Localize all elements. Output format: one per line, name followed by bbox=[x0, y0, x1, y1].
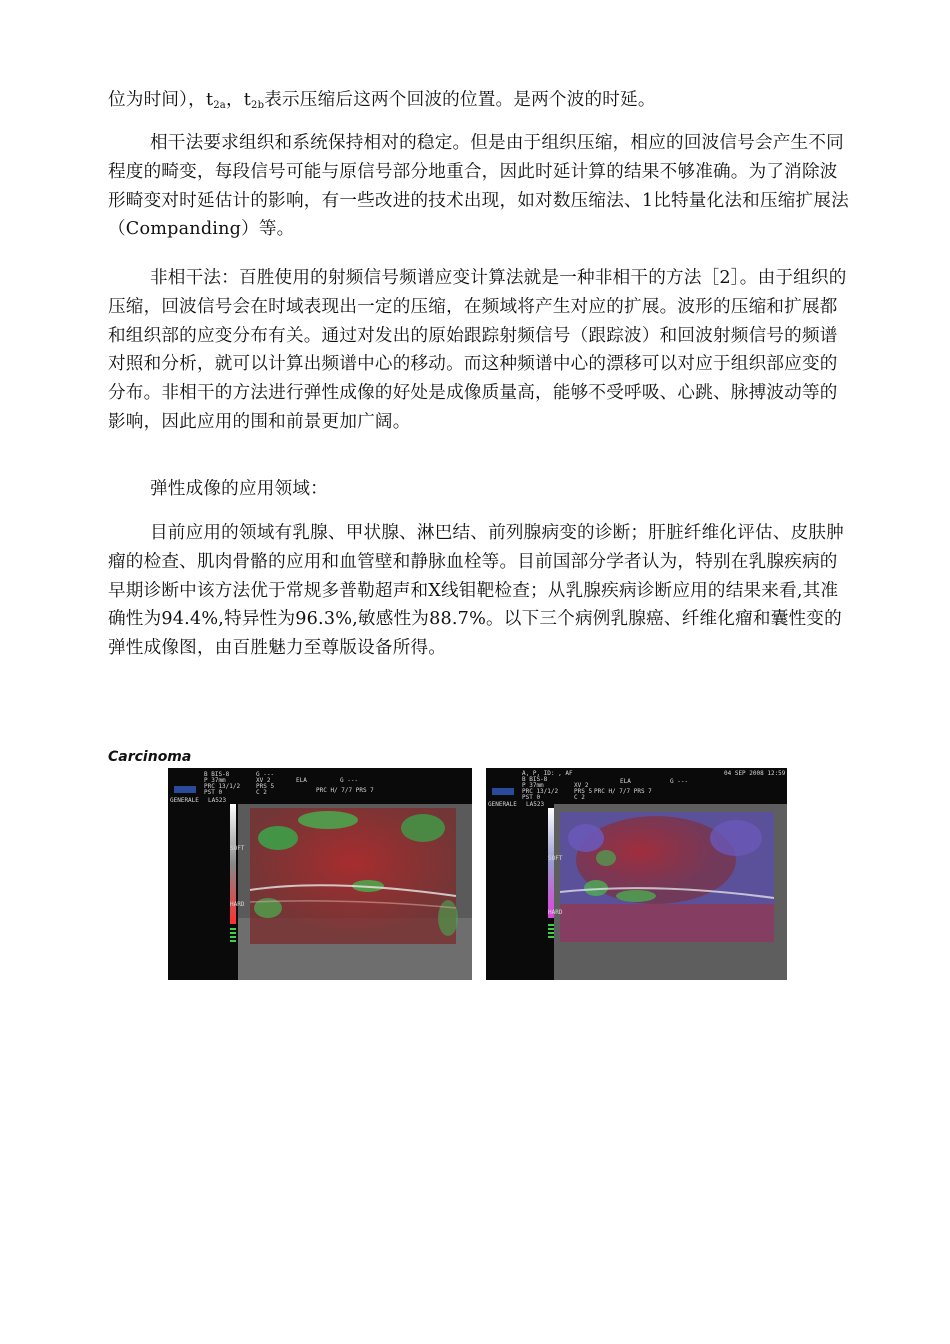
paragraph-1 bbox=[108, 86, 853, 121]
img1-overlay-col2-4: C 2 bbox=[256, 789, 267, 796]
p1-subscript-b: 2b bbox=[251, 100, 265, 111]
img2-mode: ELA bbox=[620, 778, 631, 785]
paragraph-5: 目前应用的领域有乳腺、甲状腺、淋巴结、前列腺病变的诊断；肝脏纤维化评估、皮肤肿瘤的检查、肌肉骨骼的应用和血管壁和静脉血栓等。目前国部分学者认为，特别在乳腺疾病的早期诊断中该方法优于常规多普勒超声和X线钼靶检查；从乳腺疾病诊断应用的结果来看,其准确性为94.4%,特异性为96.3%,敏感性为88.7%。以下三个病例乳腺癌、纤维化瘤和囊性变的弹性成像图，由百胜魅力至尊版设备所得。 bbox=[108, 523, 844, 659]
img2-gain: G --- bbox=[670, 778, 689, 785]
img1-overlay-col2-2: XV 2 bbox=[256, 777, 271, 784]
p1-text-c: 表示压缩后这两个回波的位置。是两个波的时延。 bbox=[264, 90, 656, 110]
p1-text-a: 位为时间），t bbox=[108, 90, 214, 110]
img1-overlay-line-3: PRC 13/1/2 bbox=[204, 783, 241, 790]
img1-overlay-line-2: P 37mm bbox=[204, 777, 226, 784]
img2-preset: GENERALE bbox=[488, 801, 517, 808]
img2-probe: LA523 bbox=[526, 801, 545, 808]
img2-overlay-col2-2: PRS 5 bbox=[574, 788, 593, 795]
paragraph-3: 非相干法：百胜使用的射频信号频谱应变计算法就是一种非相干的方法［2］。由于组织的压缩，回波信号会在时域表现出一定的压缩，在频域将产生对应的扩展。波形的压缩和扩展都和组织部的应变分布有关。通过对发出的原始跟踪射频信号（跟踪波）和回波射频信号的频谱对照和分析，就可以计算出频谱中心的移动。而这种频谱中心的漂移可以对应于组织部应变的分布。非相干的方法进行弹性成像的好处是成像质量高，能够不受呼吸、心跳、脉搏波动等的影响，因此应用的围和前景更加广阔。 bbox=[108, 268, 847, 432]
img1-overlay-line-4: PST 0 bbox=[204, 789, 223, 796]
img2-hard-label: HARD bbox=[548, 909, 563, 916]
img1-overlay-line-1: B BIS-8 bbox=[204, 771, 230, 778]
img1-overlay-col2-3: PRS 5 bbox=[256, 783, 275, 790]
figure-caption: Carcinoma bbox=[108, 749, 192, 765]
p1-text-b: ，t bbox=[225, 90, 252, 110]
img2-overlay-col2-3: C 2 bbox=[574, 794, 585, 801]
img2-overlay-line-1: B BIS-8 bbox=[522, 776, 548, 783]
img1-preset: GENERALE bbox=[170, 797, 199, 804]
paragraph-2: 相干法要求组织和系统保持相对的稳定。但是由于组织压缩，相应的回波信号会产生不同程度的畸变，每段信号可能与原信号部分地重合，因此时延计算的结果不够准确。为了消除波形畸变对时延估计的影响，有一些改进的技术出现，如对数压缩法、1比特量化法和压缩扩展法（Companding）等。 bbox=[108, 133, 849, 240]
img2-date: 04 SEP 2008 12:59 bbox=[724, 770, 786, 777]
elastography-image-1 bbox=[168, 768, 472, 980]
img2-overlay-col2-1: XV 2 bbox=[574, 782, 589, 789]
img1-gain: G --- bbox=[340, 777, 359, 784]
paragraph-4: 弹性成像的应用领域： bbox=[150, 479, 328, 499]
img2-soft-label: SOFT bbox=[548, 855, 563, 862]
img1-prc: PRC H/ 7/7 PRS 7 bbox=[316, 787, 374, 794]
elastography-image-2 bbox=[486, 768, 787, 980]
img1-overlay-col2-1: G --- bbox=[256, 771, 275, 778]
img1-soft-label: SOFT bbox=[230, 845, 245, 852]
p1-subscript-a: 2a bbox=[213, 100, 226, 111]
img2-overlay-line-3: PRC 13/1/2 bbox=[522, 788, 559, 795]
img1-probe: LA523 bbox=[208, 797, 227, 804]
img1-hard-label: HARD bbox=[230, 901, 245, 908]
img2-header: A, P, ID: , AF bbox=[522, 770, 573, 777]
img2-overlay-line-4: PST 0 bbox=[522, 794, 541, 801]
img2-overlay-line-2: P 37mm bbox=[522, 782, 544, 789]
img1-mode: ELA bbox=[296, 777, 307, 784]
img2-prc: PRC H/ 7/7 PRS 7 bbox=[594, 788, 652, 795]
